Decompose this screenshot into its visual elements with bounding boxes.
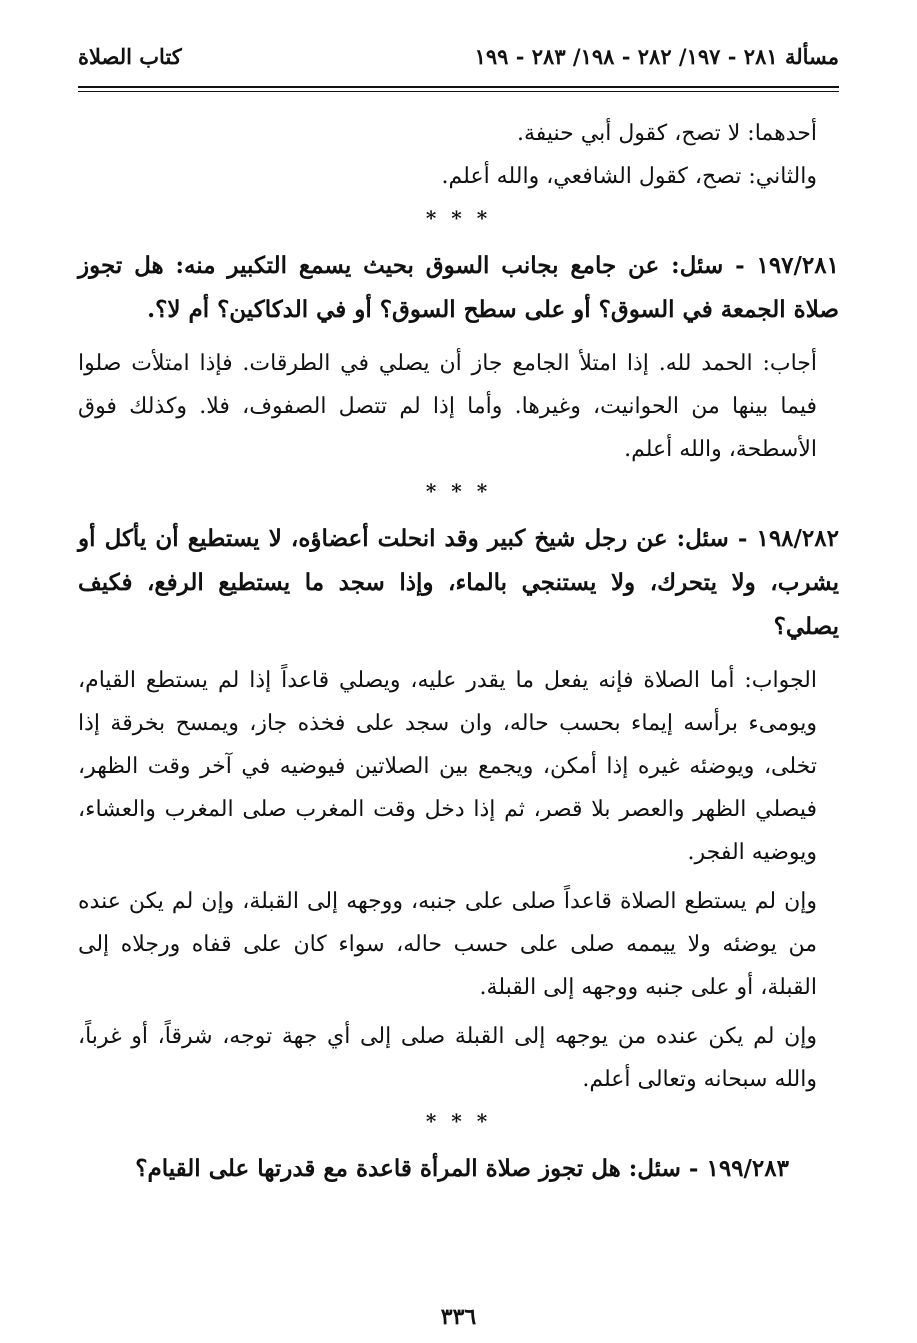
answer-282-part2: وإن لم يستطع الصلاة قاعداً صلى على جنبه، ووجهه إلى القبلة، وإن لم يكن عنده من يوضئه ولا ييممه صلى على حسب حاله، سواء كان على قفاه ورجلاه إلى القبلة، أو على جنبه ووجهه إلى القبلة. (78, 889, 817, 1000)
paragraph-second-opinion: والثاني: تصح، كقول الشافعي، والله أعلم. (441, 164, 817, 189)
running-header (78, 40, 839, 84)
header-rule-thick (78, 86, 839, 88)
section-separator: * * * (425, 1109, 492, 1133)
question-281: ١٩٧/٢٨١ - سئل: عن جامع بجانب السوق بحيث يسمع التكبير منه: هل تجوز صلاة الجمعة في السوق؟ أو على سطح السوق؟ أو في الدكاكين؟ أم لا؟. (78, 252, 839, 323)
question-283: ١٩٩/٢٨٣ - سئل: هل تجوز صلاة المرأة قاعدة مع قدرتها على القيام؟ (135, 1155, 789, 1182)
header-rule-thin (78, 91, 839, 92)
page-number: ٣٣٦ (440, 1304, 477, 1330)
answer-282-part3: وإن لم يكن عنده من يوجهه إلى القبلة صلى إلى أي جهة توجه، شرقاً، أو غرباً، والله سبحانه وتعالى أعلم. (78, 1024, 817, 1092)
answer-281: أجاب: الحمد لله. إذا امتلأ الجامع جاز أن يصلي في الطرقات. فإذا امتلأت صلوا فيما بينها من الحوانيت، وغيرها. وأما إذا لم تتصل الصفوف، فلا. وكذلك فوق الأسطحة، والله أعلم. (78, 351, 817, 462)
section-separator: * * * (425, 206, 492, 230)
header-issue-numbers: مسألة ٢٨١ - ١٩٧/ ٢٨٢ - ١٩٨/ ٢٨٣ - ١٩٩ (474, 44, 839, 69)
question-282: ١٩٨/٢٨٢ - سئل: عن رجل شيخ كبير وقد انحلت أعضاؤه، لا يستطيع أن يأكل أو يشرب، ولا يتحرك، ولا يستنجي بالماء، وإذا سجد ما يستطيع الرفع، فكيف يصلي؟ (78, 525, 839, 640)
section-separator: * * * (425, 479, 492, 503)
paragraph-first-opinion: أحدهما: لا تصح، كقول أبي حنيفة. (516, 121, 817, 146)
header-book-title: كتاب الصلاة (78, 44, 182, 69)
answer-282-part1: الجواب: أما الصلاة فإنه يفعل ما يقدر عليه، ويصلي قاعداً إذا لم يستطع القيام، ويومىء برأسه إيماء بحسب حاله، وان سجد على فخذه جاز، ويمسح بخرقة إذا تخلى، ويوضئه غيره إذا أمكن، ويجمع بين الصلاتين فيوضيه في آخر وقت الظهر، فيصلي الظهر والعصر بلا قصر، ثم إذا دخل وقت المغرب صلى المغرب والعشاء، ويوضيه الفجر. (78, 668, 817, 865)
page-body (78, 112, 839, 1201)
